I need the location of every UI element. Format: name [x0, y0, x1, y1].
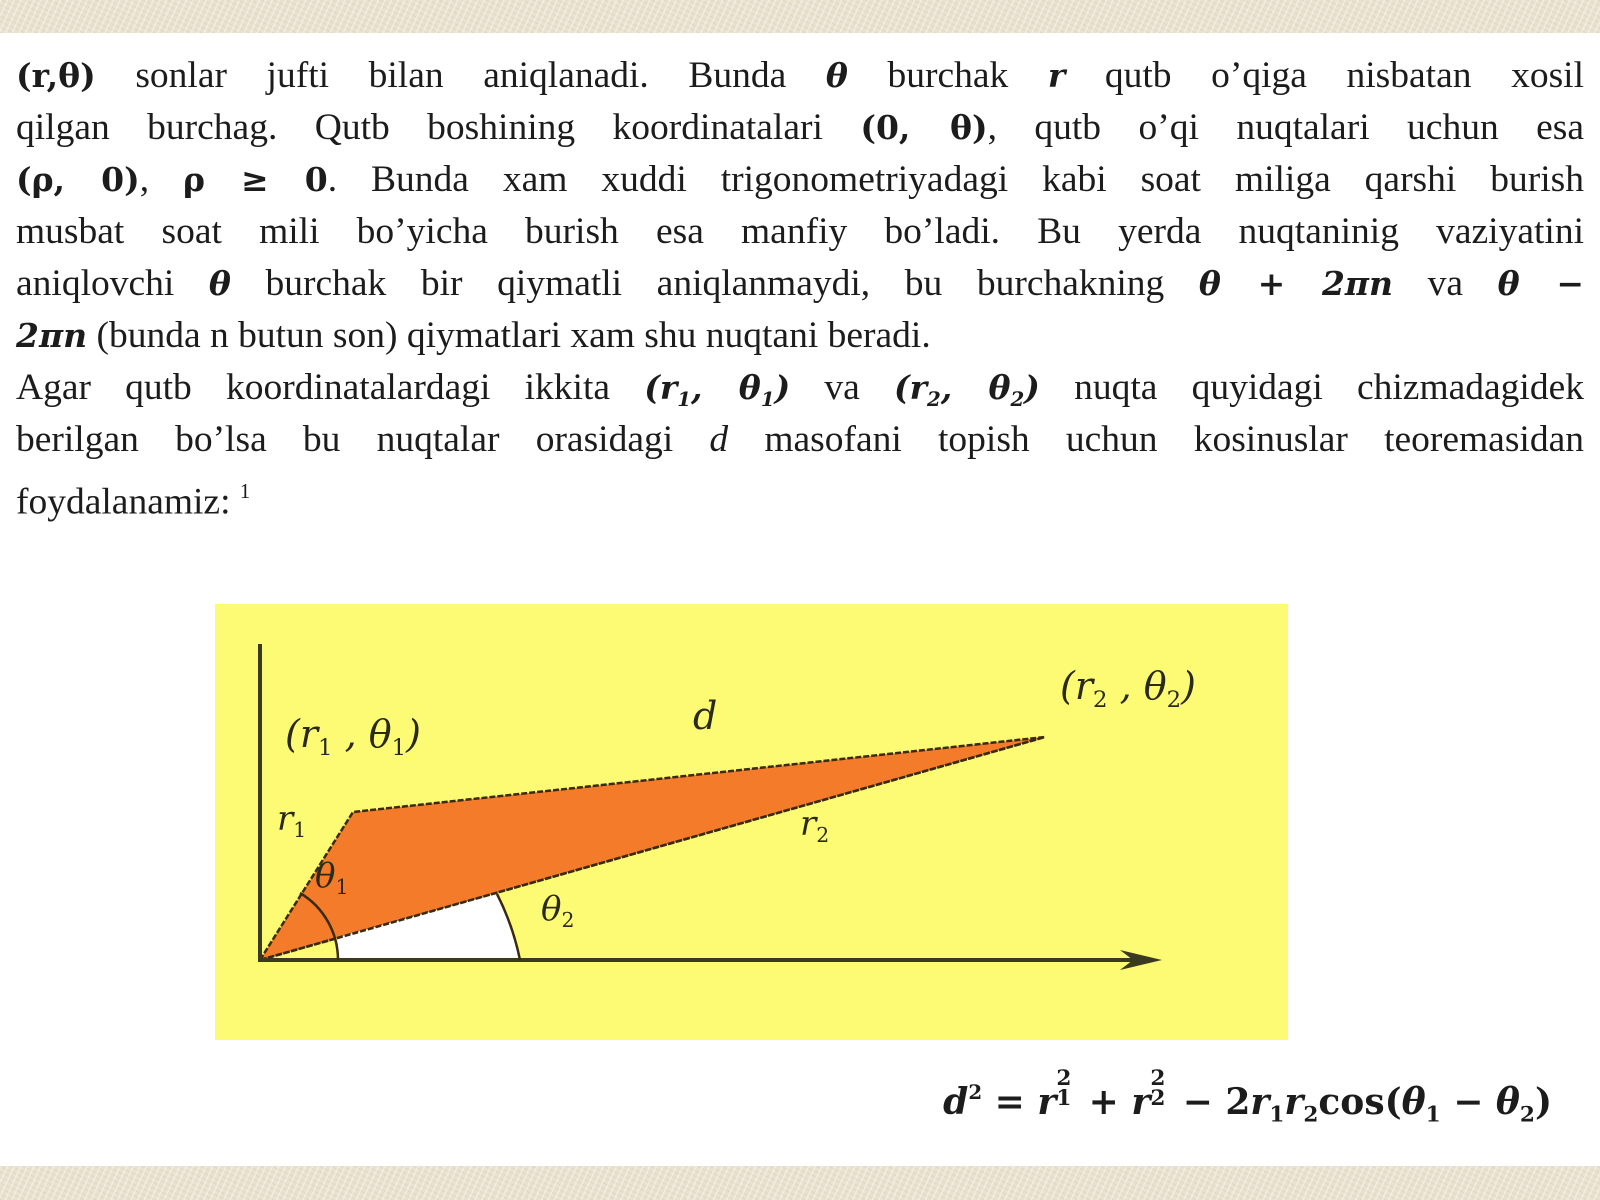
math-rho-nonneg: ρ ≥ 0	[183, 160, 328, 199]
math-d: d	[709, 419, 729, 460]
math-point-1: ($r_1$, $\theta_1$)	[644, 368, 791, 411]
law-of-cosines-formula: $d^2 = r$ 2 1 + r 2 2 − $2r_1r_2\cos(\theta_1 - \theta_2)$	[943, 1066, 1552, 1128]
math-r-theta: (r,θ)	[16, 56, 96, 95]
math-point-2: ($r_2$, $\theta_2$)	[893, 368, 1040, 411]
text-line-5: aniqlovchi θ burchak bir qiymatli aniqlanmaydi, bu burchakning θ + 2πn va θ −	[16, 263, 1585, 304]
text-line-7: Agar qutb koordinatalardagi ikkita ($r_1$, $\theta_1$) va ($r_2$, $\theta_2$) nuqta quyidagi chizmadagidek	[16, 367, 1584, 411]
label-theta2: $\theta_2$	[541, 889, 575, 933]
text-line-3: (ρ, 0), ρ ≥ 0. Bunda xam xuddi trigonometriyadagi kabi soat miliga qarshi burish	[16, 159, 1585, 200]
label-point-2: ($r_2$ , $\theta_2$)	[1060, 664, 1196, 713]
text-line-4: musbat soat mili bo’yicha burish esa manfiy bo’ladi. Bu yerda nuqtaninig vaziyatini	[16, 211, 1584, 252]
label-r2: $r_2$	[800, 804, 830, 848]
bottom-texture-band	[0, 1166, 1600, 1200]
math-2pin: 2πn	[16, 316, 88, 355]
body-text	[16, 50, 1585, 523]
text-line-9: foydalanamiz: $^1$	[16, 481, 251, 523]
math-rho-zero: (ρ, 0)	[16, 160, 140, 199]
polar-distance-diagram	[215, 604, 1288, 1040]
math-theta-minus: θ −	[1497, 264, 1585, 303]
math-r: r	[1047, 56, 1066, 95]
label-theta1: $\theta_1$	[315, 856, 349, 900]
text-line-2: qilgan burchag. Qutb boshining koordinatalari (0, θ), qutb o’qi nuqtalari uchun esa	[16, 107, 1585, 148]
math-theta: θ	[208, 264, 231, 303]
footnote-marker[interactable]: 1	[239, 481, 251, 503]
text-line-6: 2πn (bunda n butun son) qiymatlari xam shu nuqtani beradi.	[16, 315, 931, 356]
math-theta: θ	[825, 56, 848, 95]
label-point-1: ($r_1$ , $\theta_1$)	[285, 712, 421, 761]
label-d: d	[693, 694, 718, 738]
top-texture-band	[0, 0, 1600, 33]
text-line-1: (r,θ) sonlar jufti bilan aniqlanadi. Bunda θ burchak r qutb o’qiga nisbatan xosil	[16, 55, 1584, 96]
text-line-8: berilgan bo’lsa bu nuqtalar orasidagi d masofani topish uchun kosinuslar teoremasidan	[16, 419, 1584, 460]
math-origin-coords: (0, θ)	[860, 108, 988, 147]
math-theta-plus-2pin: θ + 2πn	[1198, 264, 1394, 303]
label-r1: $r_1$	[277, 799, 307, 843]
